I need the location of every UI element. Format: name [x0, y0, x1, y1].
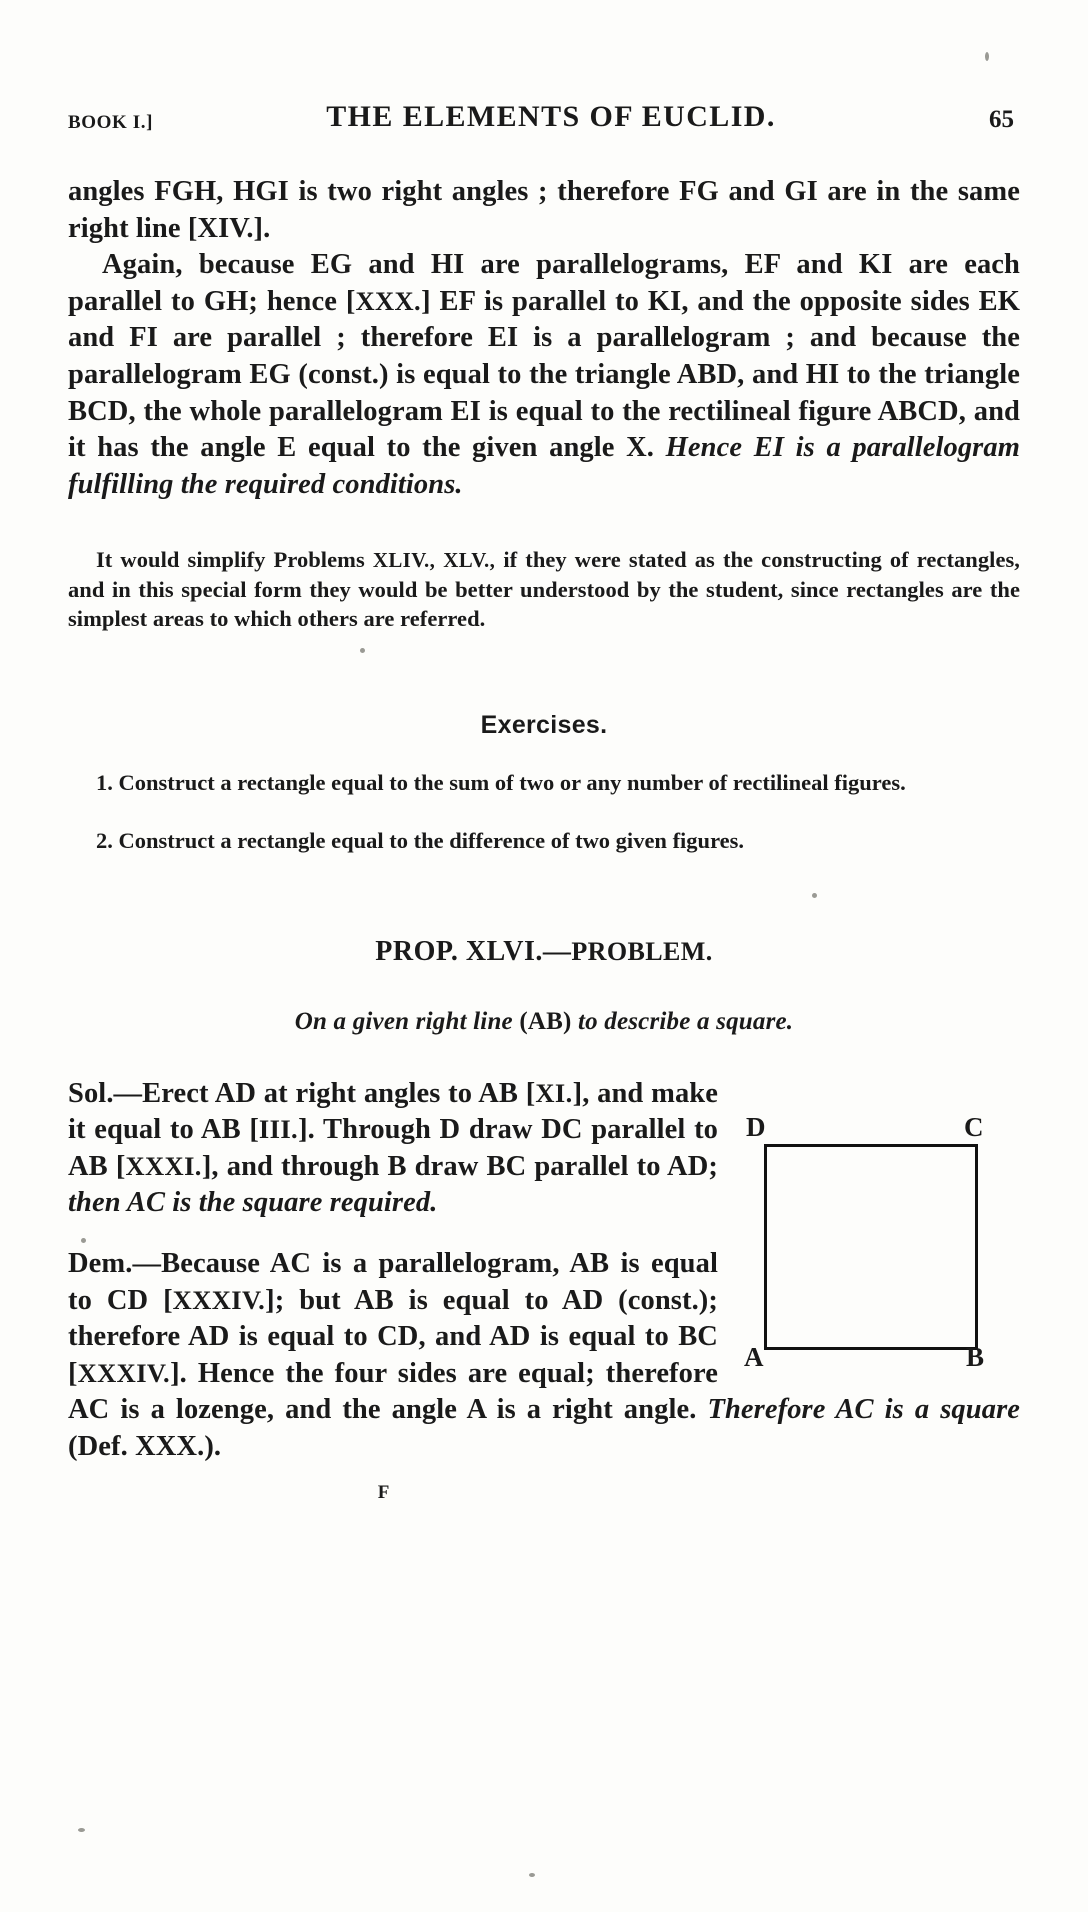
- running-head: [68, 100, 1020, 146]
- reference-xi: XI.: [535, 1077, 573, 1108]
- solution-italic: then AC is the square required.: [68, 1187, 438, 1219]
- enunciation-ref: (AB): [519, 1007, 572, 1035]
- note-text-b: if they were stated as the constructing of rectangles, and in this special form they would be better understood by the student, since rectangles are the simplest areas to which others are referred.: [68, 547, 1020, 631]
- reference-xxx: XXX.: [355, 285, 422, 316]
- demonstration-italic: Therefore AC is a square: [707, 1394, 1021, 1426]
- scan-speck: [529, 1873, 535, 1877]
- figure-label-d: D: [746, 1111, 766, 1142]
- proposition-enunciation: [68, 1008, 1020, 1036]
- note-paragraph: [68, 545, 1020, 633]
- page-number: 65: [989, 106, 1014, 133]
- paragraph-continuation: [68, 174, 1020, 247]
- figure-label-b: B: [966, 1341, 985, 1372]
- enunciation-text-a: On a given right line: [294, 1007, 513, 1035]
- paragraph-again: [68, 247, 1020, 503]
- paragraph-text-b: ] EF is parallel to KI, and the opposite sides EK and FI are parallel ; therefore EI is a parallelogram ; and because the parallelogram EG (const.) is equal to the triangle ABD, and HI to the triangle BCD, the whole parallelogram EI is equal to the rectilineal figure ABCD, and it has the angle E equal to the given angle X.: [68, 285, 1020, 464]
- exercise-item: 1. Construct a rectangle equal to the sum of two or any number of rectilineal figures.: [96, 770, 906, 796]
- book-label: BOOK I.]: [68, 112, 154, 133]
- signature-mark: F: [377, 1481, 391, 1503]
- demonstration-text-a: Because AC is a parallelogram, AB is equal to CD [: [68, 1248, 718, 1316]
- proposition-kind: PROBLEM.: [571, 936, 713, 966]
- reference-xxxiv-2: XXXIV.: [77, 1357, 171, 1388]
- page-title: THE ELEMENTS OF EUCLID.: [326, 100, 776, 133]
- paragraph-italic-conclusion: Hence EI is a parallelogram fulfilling the required conditions.: [68, 432, 1020, 500]
- demonstration-text-c: ]. Hence the four sides are equal; therefore AC is a lozenge, and the angle A is a right angle.: [68, 1357, 718, 1426]
- figure-label-c: C: [964, 1111, 984, 1142]
- figure-label-a: A: [744, 1341, 764, 1372]
- paragraph-text: angles FGH, HGI is two right angles ; therefore FG and GI are in the same right line [XIV.].: [68, 176, 1020, 244]
- note-text-a: It would simplify Problems: [96, 547, 373, 573]
- scan-speck: [78, 1828, 85, 1832]
- solution-text-c: ]. Through D draw DC parallel to AB [: [68, 1114, 719, 1182]
- proposition-heading: [68, 936, 1020, 968]
- reference-iii: III.: [258, 1114, 299, 1145]
- note-references: XLIV., XLV.,: [372, 548, 496, 573]
- solution-text-d: ], and through B draw BC parallel to AD;: [201, 1150, 719, 1182]
- page-content: [68, 100, 1020, 1504]
- reference-xxxi: XXXI.: [125, 1150, 202, 1181]
- reference-xxxiv-1: XXXIV.: [172, 1284, 266, 1315]
- solution-text-b: ], and make it equal to AB [: [68, 1077, 718, 1146]
- demonstration-label: Dem.—: [68, 1248, 162, 1280]
- solution-label: Sol.—: [68, 1077, 143, 1109]
- demonstration-text-d: (Def. XXX.).: [68, 1431, 222, 1463]
- exercises-heading: Exercises.: [480, 711, 608, 740]
- square-shape: [764, 1144, 978, 1350]
- scan-speck: [985, 52, 989, 61]
- solution-text-a: Erect AD at right angles to AB [: [142, 1077, 536, 1109]
- proposition-number: PROP. XLVI.—: [375, 935, 572, 967]
- exercise-item: 2. Construct a rectangle equal to the difference of two given figures.: [96, 827, 745, 853]
- proof-section: [68, 1076, 1020, 1466]
- paragraph-text-a: Again, because EG and HI are parallelograms, EF and KI are each parallel to GH; hence [: [68, 249, 1020, 317]
- enunciation-text-b: to describe a square.: [577, 1007, 794, 1035]
- demonstration-text-b: ]; but AB is equal to AD (const.); therefore AD is equal to CD, and AD is equal to BC [: [68, 1284, 718, 1389]
- square-figure: [742, 1111, 1012, 1376]
